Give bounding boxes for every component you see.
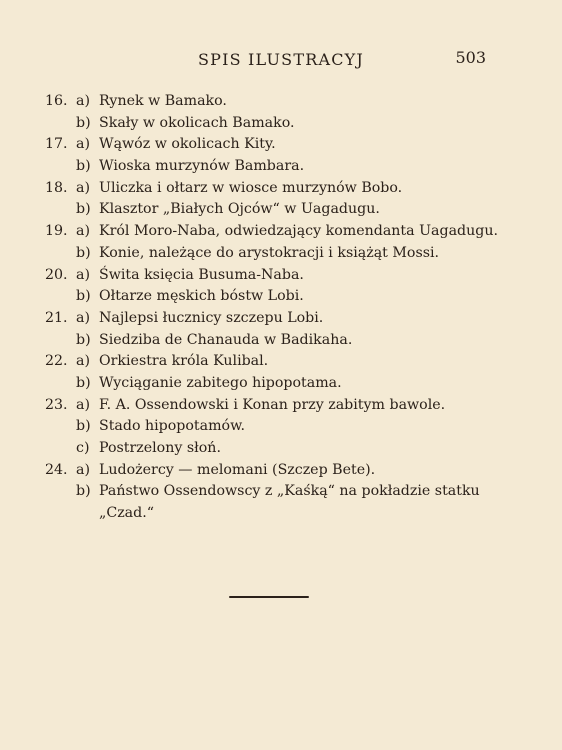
list-item xyxy=(0,503,562,525)
entry-letter: b) xyxy=(76,418,91,435)
page-number: 503 xyxy=(455,48,486,67)
list-item xyxy=(0,199,562,221)
entry-caption: Wioska murzynów Bambara. xyxy=(99,158,305,175)
list-item xyxy=(0,395,562,417)
entry-letter: a) xyxy=(76,93,90,109)
list-item xyxy=(0,438,562,460)
entry-letter: c) xyxy=(76,440,90,456)
list-item xyxy=(0,134,562,156)
entry-caption: Postrzelony słoń. xyxy=(99,440,221,456)
entry-caption: Ludożercy — melomani (Szczep Bete). xyxy=(99,461,376,478)
entry-letter: b) xyxy=(76,244,91,261)
entry-number: 24. xyxy=(45,461,68,478)
entry-letter: a) xyxy=(76,179,90,196)
entry-letter: a) xyxy=(76,136,90,153)
entry-caption: Konie, należące do arystokracji i książąt Mossi. xyxy=(99,244,440,261)
entry-letter: a) xyxy=(76,461,90,478)
illustration-list xyxy=(0,91,562,525)
entry-letter: a) xyxy=(76,353,90,370)
entry-caption: F. A. Ossendowski i Konan przy zabitym bawole. xyxy=(99,396,446,413)
list-item xyxy=(0,481,562,503)
entry-caption: Klasztor „Białych Ojców“ w Uagadugu. xyxy=(99,201,380,218)
entry-number: 16. xyxy=(45,93,68,109)
entry-caption: Wyciąganie zabitego hipopotama. xyxy=(99,374,342,391)
list-item xyxy=(0,265,562,287)
entry-caption: Orkiestra króla Kulibal. xyxy=(99,353,269,370)
entry-caption: Siedziba de Chanauda w Badikaha. xyxy=(99,331,353,348)
list-item xyxy=(0,308,562,330)
list-item xyxy=(0,286,562,308)
running-title: SPIS ILUSTRACYJ xyxy=(197,50,365,69)
entry-number: 19. xyxy=(45,223,68,240)
entry-caption: Świta księcia Busuma-Naba. xyxy=(99,266,304,283)
list-item xyxy=(0,351,562,373)
list-item xyxy=(0,91,562,113)
entry-caption: Skały w okolicach Bamako. xyxy=(99,114,295,131)
list-item xyxy=(0,373,562,395)
entry-caption: Ołtarze męskich bóstw Lobi. xyxy=(99,288,304,305)
entry-caption: Wąwóz w okolicach Kity. xyxy=(99,136,276,153)
entry-letter: b) xyxy=(76,483,91,500)
entry-letter: b) xyxy=(76,201,91,218)
list-item xyxy=(0,243,562,265)
list-item xyxy=(0,330,562,352)
entry-caption: Uliczka i ołtarz w wiosce murzynów Bobo. xyxy=(99,179,403,196)
entry-caption: Król Moro-Naba, odwiedzający komendanta Uagadugu. xyxy=(99,223,499,240)
entry-letter: a) xyxy=(76,223,90,240)
entry-letter: b) xyxy=(76,158,91,175)
entry-number: 22. xyxy=(45,353,68,370)
entry-number: 21. xyxy=(45,309,68,326)
closing-rule xyxy=(229,596,309,598)
list-item xyxy=(0,113,562,135)
entry-letter: a) xyxy=(76,396,90,413)
list-item xyxy=(0,156,562,178)
entry-letter: b) xyxy=(76,288,91,305)
list-item xyxy=(0,178,562,200)
entry-letter: b) xyxy=(76,114,91,131)
list-item xyxy=(0,221,562,243)
entry-number: 23. xyxy=(45,396,68,413)
entry-number: 20. xyxy=(45,266,68,283)
entry-caption: Najlepsi łucznicy szczepu Lobi. xyxy=(99,309,324,326)
entry-letter: b) xyxy=(76,374,91,391)
entry-caption: Rynek w Bamako. xyxy=(99,93,227,109)
entry-caption: Państwo Ossendowscy z „Kaśką“ na pokładzie statku xyxy=(99,483,480,500)
entry-caption: „Czad.“ xyxy=(99,505,154,522)
entry-number: 18. xyxy=(45,179,68,196)
entry-caption: Stado hipopotamów. xyxy=(99,418,246,435)
list-item xyxy=(0,460,562,482)
entry-letter: b) xyxy=(76,331,91,348)
entry-letter: a) xyxy=(76,309,90,326)
entry-number: 17. xyxy=(45,136,68,153)
entry-letter: a) xyxy=(76,266,90,283)
list-item xyxy=(0,416,562,438)
